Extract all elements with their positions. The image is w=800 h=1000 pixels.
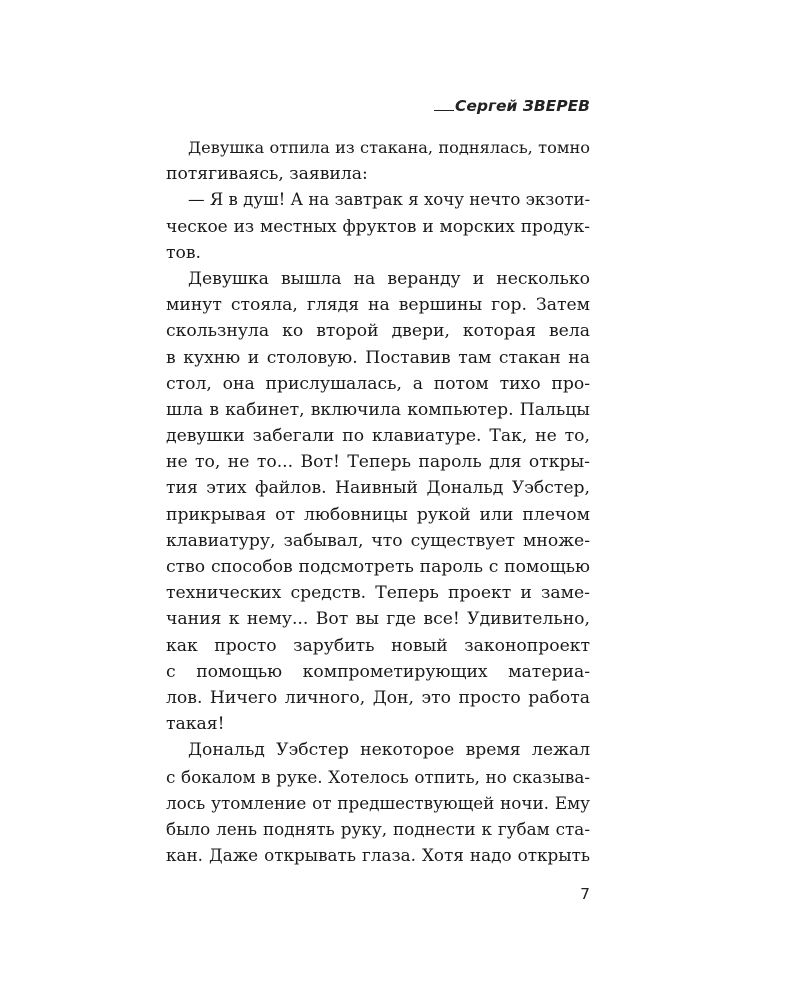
text-line: клавиатуру, забывал, что существует множе- [166,530,590,551]
header-rule [434,96,454,111]
text-line: лов. Ничего личного, Дон, это просто работа [166,687,590,708]
text-line: кан. Даже открывать глаза. Хотя надо открыть [166,845,590,866]
text-line: девушки забегали по клавиатуре. Так, не то, [166,426,590,447]
text-line: с помощью компрометирующих материа- [166,661,590,682]
body-text [166,135,590,868]
text-line: с бокалом в руке. Хотелось отпить, но сказыва- [166,766,590,787]
text-line: скользнула ко второй двери, которая вела [166,321,590,342]
text-line: такая! [166,714,225,735]
text-line: ство способов подсмотреть пароль с помощью [166,557,590,577]
text-line: чания к нему... Вот вы где все! Удивительно, [166,609,590,630]
running-header [166,96,590,116]
text-line: не то, не то... Вот! Теперь пароль для откры- [166,452,590,473]
text-line: шла в кабинет, включила компьютер. Пальцы [166,399,590,420]
page-number: 7 [580,885,590,903]
text-line: — Я в душ! А на завтрак я хочу нечто экзоти- [188,190,591,210]
text-line: Дональд Уэбстер некоторое время лежал [188,740,590,761]
text-line: Девушка вышла на веранду и несколько [188,268,590,289]
text-line: ческое из местных фруктов и морских продук- [166,216,590,237]
text-line: в кухню и столовую. Поставив там стакан на [166,347,590,368]
text-line: Девушка отпила из стакана, поднялась, томно [188,138,590,157]
text-line: потягиваясь, заявила: [166,164,368,185]
text-line: было лень поднять руку, поднести к губам ста- [166,818,590,839]
text-line: технических средств. Теперь проект и заме- [166,583,590,604]
text-line: как просто зарубить новый законопроект [166,635,590,656]
text-line: лось утомление от предшествующей ночи. Ему [166,792,590,813]
text-line: минут стояла, глядя на вершины гор. Затем [166,295,590,316]
author-name: Сергей ЗВЕРЕВ [454,97,590,115]
text-line: стол, она прислушалась, а потом тихо про- [166,373,590,394]
text-line: тов. [166,242,201,263]
text-line: тия этих файлов. Наивный Дональд Уэбстер, [166,478,590,499]
text-line: прикрывая от любовницы рукой или плечом [166,504,590,525]
